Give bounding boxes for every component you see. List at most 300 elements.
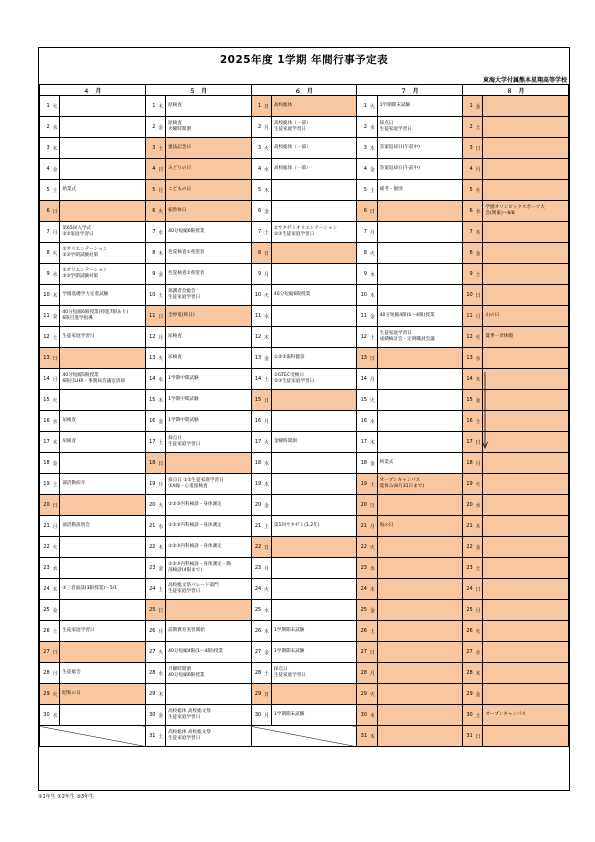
day-number: 23 <box>357 558 368 579</box>
event-text: 生徒家庭学習日 <box>379 127 412 132</box>
event-text: 40分短縮5限授業 <box>62 373 99 379</box>
weekday: 火 <box>368 390 377 411</box>
weekday: 金 <box>156 264 165 285</box>
event-text: 尿検査 <box>62 418 77 424</box>
weekday: 日 <box>474 285 483 306</box>
event-cell <box>483 537 569 558</box>
table-row <box>40 222 569 243</box>
day-number: 6 <box>357 201 368 222</box>
weekday: 木 <box>262 474 271 495</box>
event-cell <box>483 348 569 369</box>
event-cell <box>483 432 569 453</box>
weekday: 月 <box>474 159 483 180</box>
table-row <box>40 684 569 705</box>
event-text: ③X線・心電図検査 <box>168 484 208 489</box>
event-text: 原検査 <box>168 103 182 109</box>
weekday: 月 <box>368 516 377 537</box>
event-text: こどもの日 <box>168 187 192 193</box>
day-number: 18 <box>40 453 51 474</box>
table-row <box>40 537 569 558</box>
weekday: 金 <box>51 453 60 474</box>
event-cell <box>166 306 251 327</box>
day-number: 3 <box>145 138 156 159</box>
weekday: 日 <box>262 684 271 705</box>
day-number: 23 <box>145 558 156 579</box>
event-cell <box>166 558 251 579</box>
weekday: 日 <box>474 138 483 159</box>
day-number: 17 <box>251 432 262 453</box>
event-cell <box>483 495 569 516</box>
weekday: 月 <box>262 117 271 138</box>
event-cell <box>377 642 462 663</box>
table-row <box>40 138 569 159</box>
weekday: 日 <box>474 726 483 747</box>
day-number: 3 <box>463 138 474 159</box>
event-cell <box>60 432 145 453</box>
day-number: 8 <box>40 243 51 264</box>
event-cell <box>271 516 356 537</box>
event-text: 原検査 <box>168 121 182 127</box>
weekday: 日 <box>368 348 377 369</box>
day-number: 19 <box>357 474 368 495</box>
event-cell <box>166 642 251 663</box>
day-number: 15 <box>251 390 262 411</box>
event-cell <box>483 558 569 579</box>
day-number: 13 <box>145 348 156 369</box>
day-number: 10 <box>357 285 368 306</box>
table-row <box>40 285 569 306</box>
month-header: ４ 月 <box>40 85 146 96</box>
event-cell <box>166 390 251 411</box>
day-number: 29 <box>463 684 474 705</box>
event-cell <box>271 390 356 411</box>
day-number: 30 <box>40 705 51 726</box>
weekday: 土 <box>156 579 165 600</box>
day-number: 9 <box>251 264 262 285</box>
weekday: 土 <box>262 663 271 684</box>
event-text: 前期教育実習開始 <box>168 628 205 634</box>
weekday: 木 <box>368 285 377 306</box>
event-text: 高校総体 高校総文祭 <box>168 730 211 736</box>
weekday: 日 <box>368 642 377 663</box>
event-text: 高校総体（一部） <box>273 166 311 172</box>
event-cell <box>271 285 356 306</box>
event-cell <box>271 117 356 138</box>
weekday: 日 <box>51 348 60 369</box>
event-cell <box>377 138 462 159</box>
weekday: 木 <box>156 537 165 558</box>
day-number: 19 <box>251 474 262 495</box>
table-row <box>40 159 569 180</box>
day-number: 13 <box>463 348 474 369</box>
day-number: 29 <box>40 684 51 705</box>
event-cell <box>483 579 569 600</box>
day-number: 13 <box>251 348 262 369</box>
event-text: 海の日 <box>379 523 394 529</box>
month-header: ８ 月 <box>463 85 569 96</box>
table-row <box>40 621 569 642</box>
event-text: ②③学期試験対策 <box>62 274 99 279</box>
day-number: 4 <box>251 159 262 180</box>
event-cell <box>483 159 569 180</box>
event-cell <box>166 621 251 642</box>
weekday: 火 <box>474 474 483 495</box>
day-number: 21 <box>463 516 474 537</box>
empty-day-cell <box>251 726 357 747</box>
event-cell <box>483 621 569 642</box>
day-number: 8 <box>251 243 262 264</box>
table-row <box>40 96 569 117</box>
event-text: 6限目進学指導 <box>62 316 93 321</box>
event-cell <box>166 537 251 558</box>
table-row <box>40 201 569 222</box>
event-text: 40分短縮6限授業(特進7限あり) <box>62 310 129 316</box>
weekday: 土 <box>474 558 483 579</box>
event-text: 1学期中間試験 <box>168 397 199 403</box>
day-number: 4 <box>145 159 156 180</box>
event-cell <box>377 663 462 684</box>
weekday: 木 <box>156 96 165 117</box>
event-cell <box>377 600 462 621</box>
event-text: ②③生徒家庭学習日 <box>273 379 315 384</box>
day-number: 12 <box>251 327 262 348</box>
table-row <box>40 705 569 726</box>
event-cell <box>166 138 251 159</box>
event-text: 色覚検査①希望者 <box>168 250 205 256</box>
grade-legend: ①1年生 ②2年生 ③3年生 <box>38 794 95 800</box>
weekday: 水 <box>262 453 271 474</box>
event-cell <box>377 474 462 495</box>
event-text: 生徒家庭学習日 <box>62 334 95 340</box>
event-text: 答案返却日(午前中) <box>379 166 420 172</box>
event-text: 尿検査 <box>168 355 182 361</box>
day-number: 1 <box>463 96 474 117</box>
weekday: 日 <box>262 537 271 558</box>
weekday: 火 <box>156 642 165 663</box>
day-number: 29 <box>357 684 368 705</box>
event-cell <box>483 642 569 663</box>
event-text: 生徒家庭学習日 <box>273 673 307 678</box>
day-number: 20 <box>251 495 262 516</box>
event-cell <box>377 117 462 138</box>
event-cell <box>271 642 356 663</box>
event-cell <box>377 705 462 726</box>
event-cell <box>60 327 145 348</box>
day-number: 5 <box>251 180 262 201</box>
event-cell <box>60 96 145 117</box>
schedule-sheet <box>38 47 570 791</box>
weekday: 木 <box>156 684 165 705</box>
day-number: 7 <box>40 222 51 243</box>
weekday: 月 <box>368 222 377 243</box>
day-number: 9 <box>40 264 51 285</box>
event-cell <box>483 327 569 348</box>
event-cell <box>483 201 569 222</box>
event-cell <box>60 621 145 642</box>
weekday: 木 <box>474 369 483 390</box>
weekday: 火 <box>51 96 60 117</box>
day-number: 7 <box>251 222 262 243</box>
table-row <box>40 495 569 516</box>
day-number: 23 <box>251 558 262 579</box>
event-cell <box>166 327 251 348</box>
day-number: 4 <box>463 159 474 180</box>
event-text: 高校総体 <box>273 103 293 109</box>
day-number: 30 <box>145 705 156 726</box>
weekday: 火 <box>368 243 377 264</box>
event-cell <box>60 117 145 138</box>
weekday: 土 <box>262 222 271 243</box>
day-number: 2 <box>251 117 262 138</box>
weekday: 土 <box>262 369 271 390</box>
day-number: 14 <box>251 369 262 390</box>
day-number: 20 <box>463 495 474 516</box>
weekday: 日 <box>474 432 483 453</box>
day-number: 22 <box>357 537 368 558</box>
day-number: 30 <box>463 705 474 726</box>
table-row <box>40 642 569 663</box>
day-number: 30 <box>357 705 368 726</box>
day-number: 14 <box>145 369 156 390</box>
day-number: 2 <box>40 117 51 138</box>
day-number: 21 <box>145 516 156 537</box>
event-cell <box>377 453 462 474</box>
event-text: 全停電(終日) <box>168 313 195 319</box>
event-cell <box>483 369 569 390</box>
event-text: 採点日 <box>379 121 394 127</box>
day-number: 3 <box>357 138 368 159</box>
day-number: 13 <box>40 348 51 369</box>
table-row <box>40 516 569 537</box>
weekday: 金 <box>51 600 60 621</box>
event-cell <box>483 306 569 327</box>
event-cell <box>60 495 145 516</box>
weekday: 火 <box>474 621 483 642</box>
day-number: 19 <box>40 474 51 495</box>
day-number: 5 <box>40 180 51 201</box>
weekday: 水 <box>474 201 483 222</box>
event-cell <box>271 159 356 180</box>
weekday: 火 <box>474 180 483 201</box>
weekday: 土 <box>474 264 483 285</box>
event-cell <box>60 600 145 621</box>
weekday: 木 <box>368 726 377 747</box>
weekday: 金 <box>51 306 60 327</box>
weekday: 火 <box>156 495 165 516</box>
event-cell <box>166 222 251 243</box>
event-text: 保護者会総会 <box>168 289 196 295</box>
day-number: 11 <box>463 306 474 327</box>
event-cell <box>166 369 251 390</box>
day-number: 19 <box>463 474 474 495</box>
day-number: 7 <box>463 222 474 243</box>
event-text: 部活動紹介 <box>62 481 86 487</box>
calendar-table <box>39 84 569 747</box>
weekday: 土 <box>474 117 483 138</box>
weekday: 日 <box>474 579 483 600</box>
event-cell <box>271 327 356 348</box>
day-number: 20 <box>145 495 156 516</box>
weekday: 火 <box>156 201 165 222</box>
event-cell <box>377 327 462 348</box>
day-number: 16 <box>357 411 368 432</box>
day-number: 27 <box>40 642 51 663</box>
weekday: 月 <box>156 621 165 642</box>
weekday: 金 <box>474 684 483 705</box>
weekday: 火 <box>262 285 271 306</box>
event-cell <box>377 159 462 180</box>
page-title: 2025年度 1学期 年間行事予定表 <box>219 54 389 66</box>
day-number: 31 <box>145 726 156 747</box>
event-text: ①②③内科検診・身体測定 <box>168 502 222 508</box>
event-cell <box>166 411 251 432</box>
event-text: ②③学期試験対策 <box>62 253 99 258</box>
table-row <box>40 411 569 432</box>
weekday: 日 <box>368 201 377 222</box>
event-text: 40分短縮4限(1～4限)授業 <box>379 313 435 319</box>
event-text: 40分短縮4限(1～4限)授業 <box>168 649 224 655</box>
table-row <box>40 579 569 600</box>
weekday: 金 <box>474 243 483 264</box>
day-number: 18 <box>145 453 156 474</box>
weekday: 水 <box>262 306 271 327</box>
day-number: 18 <box>463 453 474 474</box>
event-cell <box>483 726 569 747</box>
weekday: 土 <box>156 285 165 306</box>
day-number: 9 <box>463 264 474 285</box>
event-cell <box>60 222 145 243</box>
event-cell <box>271 306 356 327</box>
weekday: 金 <box>474 537 483 558</box>
weekday: 土 <box>368 180 377 201</box>
event-text: 高校総体 高校総文祭 <box>168 709 211 715</box>
table-row <box>40 243 569 264</box>
event-cell <box>166 96 251 117</box>
day-number: 18 <box>357 453 368 474</box>
day-number: 22 <box>463 537 474 558</box>
day-number: 6 <box>251 201 262 222</box>
event-cell <box>377 201 462 222</box>
weekday: 木 <box>368 138 377 159</box>
event-cell <box>377 96 462 117</box>
event-cell <box>271 621 356 642</box>
event-text: ①サタゼミオリエンテーション <box>273 226 338 232</box>
event-cell <box>166 684 251 705</box>
weekday: 水 <box>368 117 377 138</box>
day-number: 4 <box>40 159 51 180</box>
day-number: 15 <box>145 390 156 411</box>
event-text: 生徒家庭学習日 <box>168 295 201 300</box>
weekday: 火 <box>51 684 60 705</box>
event-text: ①②③内科検診・身体測定 <box>168 544 222 550</box>
day-number: 21 <box>357 516 368 537</box>
event-text: 1学期中間試験 <box>168 376 199 382</box>
event-text: 金曜時間割 <box>273 439 297 445</box>
event-text: 答案返却日(午前中) <box>379 145 420 151</box>
event-cell <box>166 348 251 369</box>
weekday: 火 <box>262 579 271 600</box>
table-row <box>40 264 569 285</box>
weekday: 水 <box>474 642 483 663</box>
day-number: 17 <box>40 432 51 453</box>
day-number: 4 <box>357 159 368 180</box>
event-cell <box>60 411 145 432</box>
event-text: 始業式 <box>62 187 77 193</box>
event-text: 部検診(4限まで) <box>168 568 203 573</box>
day-number: 27 <box>463 642 474 663</box>
event-cell <box>377 558 462 579</box>
weekday: 日 <box>51 495 60 516</box>
event-cell <box>483 663 569 684</box>
table-row <box>40 726 569 747</box>
weekday: 月 <box>262 411 271 432</box>
table-row <box>40 390 569 411</box>
day-number: 29 <box>145 684 156 705</box>
day-number: 17 <box>463 432 474 453</box>
event-cell <box>271 264 356 285</box>
weekday: 金 <box>51 159 60 180</box>
weekday: 水 <box>368 264 377 285</box>
weekday: 水 <box>156 516 165 537</box>
day-number: 15 <box>357 390 368 411</box>
event-text: 昭和の日 <box>62 691 81 697</box>
day-number: 11 <box>40 306 51 327</box>
table-row <box>40 369 569 390</box>
day-number: 24 <box>357 579 368 600</box>
event-text: 山の日 <box>485 313 500 319</box>
event-cell <box>483 474 569 495</box>
event-cell <box>60 264 145 285</box>
table-row <box>40 117 569 138</box>
event-cell <box>483 390 569 411</box>
day-number: 24 <box>145 579 156 600</box>
event-cell <box>483 264 569 285</box>
table-row <box>40 180 569 201</box>
event-text: 高校総文祭パレード部門 <box>168 583 219 589</box>
table-row <box>40 432 569 453</box>
day-number: 13 <box>357 348 368 369</box>
weekday: 木 <box>368 432 377 453</box>
weekday: 木 <box>51 579 60 600</box>
weekday: 木 <box>51 285 60 306</box>
event-text: 第65回入学式 <box>62 226 92 232</box>
weekday: 木 <box>156 390 165 411</box>
event-text: ②③生徒家庭学習日 <box>273 232 315 237</box>
event-text: 振替休日 <box>168 208 187 214</box>
event-text: みどりの日 <box>168 166 192 172</box>
weekday: 日 <box>262 96 271 117</box>
event-text: ①②③内科検診・身体測定 <box>168 523 222 529</box>
event-text: 生徒家庭学習日 <box>379 331 412 337</box>
weekday: 土 <box>51 327 60 348</box>
event-text: 1学期期末試験 <box>273 649 305 655</box>
event-text: 生徒家庭学習日 <box>168 442 201 447</box>
month-header: ５ 月 <box>145 85 251 96</box>
event-text: 40分短縮6限授業 <box>273 292 311 298</box>
event-text: 尿検査 <box>62 439 77 445</box>
day-number: 18 <box>251 453 262 474</box>
day-number: 12 <box>463 327 474 348</box>
day-number: 24 <box>463 579 474 600</box>
weekday: 土 <box>368 327 377 348</box>
weekday: 土 <box>156 726 165 747</box>
weekday: 日 <box>51 642 60 663</box>
event-text: 学園基礎学力定着試験 <box>62 292 109 298</box>
event-cell <box>271 243 356 264</box>
weekday: 月 <box>474 453 483 474</box>
month-header-row <box>40 85 569 96</box>
event-text: 憲法記念日 <box>168 145 192 151</box>
